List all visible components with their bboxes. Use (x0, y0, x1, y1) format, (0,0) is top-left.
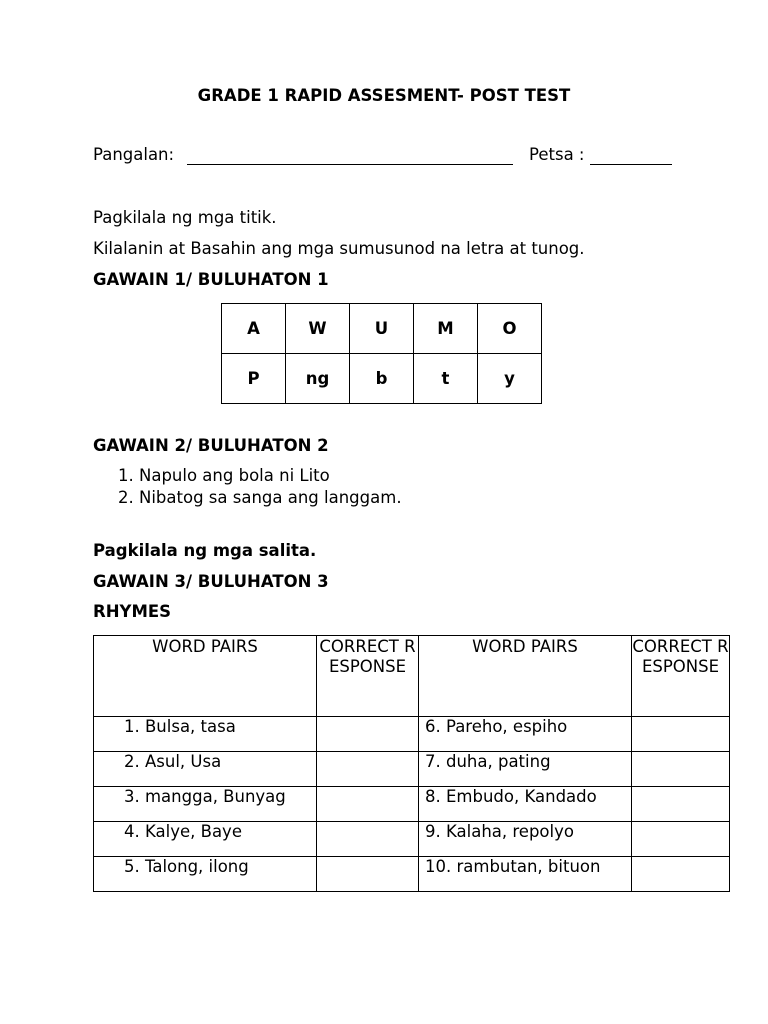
date-blank-line[interactable] (590, 164, 672, 165)
word-pair: 10. rambutan, bituon (419, 857, 632, 892)
letter-row-2 (222, 354, 542, 404)
word-pair: 1. Bulsa, tasa (94, 717, 317, 752)
header-correct-response: CORRECT RESPONSE (317, 636, 419, 717)
letter-cell: b (350, 354, 414, 404)
response-cell[interactable] (632, 717, 730, 752)
letter-cell: O (478, 304, 542, 354)
response-cell[interactable] (632, 752, 730, 787)
date-label: Petsa : (529, 145, 585, 164)
header-correct-response: CORRECT RESPONSE (632, 636, 730, 717)
activity3-title: GAWAIN 3/ BULUHATON 3 (93, 572, 329, 591)
name-label: Pangalan: (93, 145, 175, 164)
word-pair: 5. Talong, ilong (94, 857, 317, 892)
header-word-pairs: WORD PAIRS (94, 636, 317, 717)
response-cell[interactable] (632, 787, 730, 822)
letter-grid (221, 303, 542, 404)
table-row (94, 752, 730, 787)
table-row (94, 822, 730, 857)
response-cell[interactable] (317, 822, 419, 857)
table-row (94, 857, 730, 892)
letter-cell: W (286, 304, 350, 354)
page-title: GRADE 1 RAPID ASSESMENT- POST TEST (197, 86, 571, 105)
word-pair: 8. Embudo, Kandado (419, 787, 632, 822)
table-row (94, 787, 730, 822)
letter-cell: U (350, 304, 414, 354)
word-pair: 2. Asul, Usa (94, 752, 317, 787)
word-pair: 6. Pareho, espiho (419, 717, 632, 752)
name-blank-line[interactable] (187, 164, 513, 165)
letter-cell: A (222, 304, 286, 354)
activity2-title: GAWAIN 2/ BULUHATON 2 (93, 436, 329, 455)
section1-intro: Pagkilala ng mga titik. (93, 208, 277, 227)
word-pair: 3. mangga, Bunyag (94, 787, 317, 822)
list-item: 1. Napulo ang bola ni Lito (139, 465, 402, 487)
response-cell[interactable] (317, 717, 419, 752)
letter-cell: P (222, 354, 286, 404)
response-cell[interactable] (632, 822, 730, 857)
word-pair: 7. duha, pating (419, 752, 632, 787)
letter-cell: ng (286, 354, 350, 404)
section1-instruction: Kilalanin at Basahin ang mga sumusunod na letra at tunog. (93, 239, 585, 258)
table-header-row (94, 636, 730, 717)
letter-cell: t (414, 354, 478, 404)
letter-cell: M (414, 304, 478, 354)
list-item: 2. Nibatog sa sanga ang langgam. (139, 487, 402, 509)
response-cell[interactable] (317, 752, 419, 787)
section2-intro: Pagkilala ng mga salita. (93, 541, 317, 560)
response-cell[interactable] (317, 857, 419, 892)
word-pair: 9. Kalaha, repolyo (419, 822, 632, 857)
word-pair: 4. Kalye, Baye (94, 822, 317, 857)
rhymes-table (93, 635, 730, 892)
rhymes-title: RHYMES (93, 602, 172, 621)
table-row (94, 717, 730, 752)
activity1-title: GAWAIN 1/ BULUHATON 1 (93, 270, 329, 289)
response-cell[interactable] (317, 787, 419, 822)
response-cell[interactable] (632, 857, 730, 892)
sentence-list (93, 465, 402, 509)
letter-cell: y (478, 354, 542, 404)
letter-row-1 (222, 304, 542, 354)
header-word-pairs: WORD PAIRS (419, 636, 632, 717)
